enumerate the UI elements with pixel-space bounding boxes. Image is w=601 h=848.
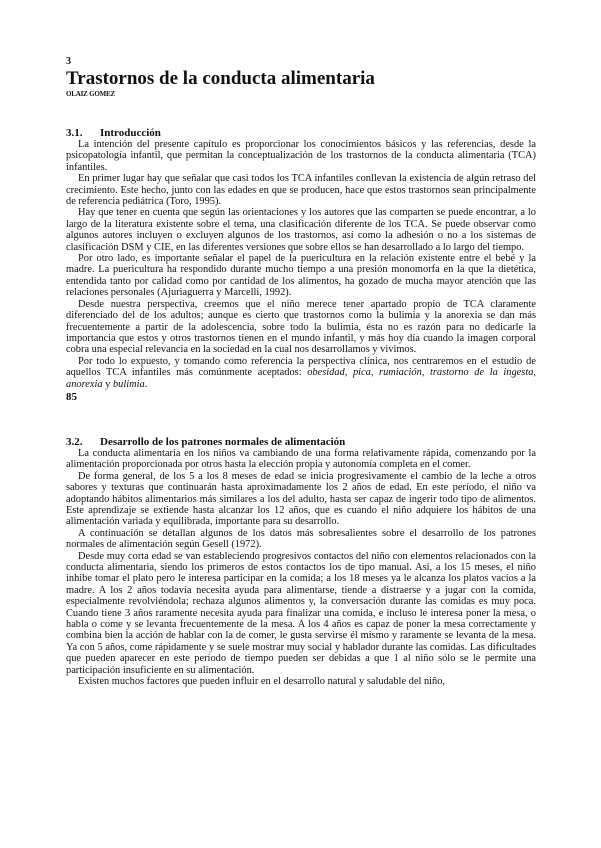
paragraph-tca-list (66, 356, 536, 390)
section-number: 3.1. (66, 127, 83, 139)
section-title: Desarrollo de los patrones normales de alimentación (100, 435, 346, 448)
paragraph: Desde muy corta edad se van estableciendo progresivos contactos del niño con elementos relacionados con la conducta alimentaria, siendo los primeros de estos contactos los de tipo manual. Así, a los 15 meses, el niño inhibe tomar el plato pero le interesa participar en la comida; a los 18 meses ya le alcanza los platos vacíos a la madre. A los 2 años todavía necesita ayuda para alimentarse, tiende a distraerse y a jugar con la comida, especialmente revolviéndola; rechaza algunos alimentos y, la conversación durante las comidas es muy poca. Cuando tiene 3 años raramente necesita ayuda para finalizar una comida, e incluso le interesa poner la mesa, o habla o come y se levanta frecuentemente de la mesa. A los 4 años es capaz de poner la mesa correctamente y combina bien la acción de hablar con la de comer, le gusta servirse él mismo y raramente se levanta de la mesa. Ya con 5 años, come rápidamente y se suele mostrar muy social y hablador durante las comidas. Las dificultades que pueden aparecer en este período de tiempo pueden ser debidas a que 1 al niño sólo se le permite una participación insuficiente en su alimentación. (66, 550, 536, 676)
paragraph: Desde nuestra perspectiva, creemos que el niño merece tener apartado propio de TCA claramente diferenciado del de los adultos; aunque es cierto que trastornos como la bulimia y la anorexia se dan más frecuentemente a partir de la adolescencia, sobre todo la bulimia, ésta no es razón para no dedicarle la importancia que estos y otros trastornos tienen en el mundo infantil, y más hoy día cuando la imagen corporal cobra una especial relevancia en la sociedad en la cual nos desarrollamos y vivimos. (66, 298, 536, 356)
section-number: 3.2. (66, 435, 83, 448)
section-title: Introducción (100, 127, 161, 139)
chapter-author: OLAIZ GOMEZ (66, 90, 115, 98)
section-heading-introduccion (66, 127, 536, 139)
chapter-title: Trastornos de la conducta alimentaria (66, 68, 375, 89)
connector-text: y (102, 378, 113, 390)
paragraph: De forma general, de los 5 a los 8 meses de edad se inicia progresivamente el cambio de la leche a otros sabores y texturas que continuarán hasta aproximadamente los 2 años de edad. En este período, el niño va adoptando hábitos alimentarios más similares a los del adulto, hasta ser capaz de ingerir todo tipo de alimentos. Este aprendizaje se extiende hasta alcanzar los 12 años, que es cuando el niño adquiere los hábitos de una alimentación variada y equilibrada, importante para su desarrollo. (66, 470, 536, 528)
section-heading-desarrollo (66, 436, 536, 448)
paragraph: A continuación se detallan algunos de los datos más sobresalientes sobre el desarrollo de los patrones normales de alimentación según Gesell (1972). (66, 527, 536, 551)
paragraph: En primer lugar hay que señalar que casi todos los TCA infantiles conllevan la existencia de algún retraso del crecimiento. Este hecho, junto con las edades en que se producen, hace que estos trastornos sean principalmente de referencia pediátrica (Toro, 1995). (66, 173, 536, 208)
document-page (66, 56, 536, 687)
tca-term-bulimia: bulimia (112, 378, 145, 390)
paragraph-end-text: . (144, 378, 148, 390)
paragraph-lead-text: Por todo lo expuesto, y tomando como referencia la perspectiva clínica, nos centraremos en el estudio de aquellos TCA infantiles más comúnmente aceptados: (66, 355, 536, 379)
paragraph: La intención del presente capítulo es proporcionar los conocimientos básicos y las referencias, desde la psicopatología infantil, que permitan la conceptualización de los trastornos de la conducta alimentaria (TCA) infantiles. (66, 139, 536, 173)
chapter-number: 3 (66, 56, 71, 67)
paragraph: Por otro lado, es importante señalar el papel de la puericultura en la relación existente entre el bebé y la madre. La puericultura ha respondido durante mucho tiempo a una presión monomorfa en la que la dietética, entendida tanto por calidad como por cantidad de los alimentos, ha gozado de mucha mayor atención que las relaciones personales (Ajuriaguerra y Marcelli, 1992). (66, 253, 536, 299)
paragraph: La conducta alimentaria en los niños va cambiando de una forma relativamente rápida, comenzando por la alimentación proporcionada por otros hasta la elección propia y autonomía completa en el comer. (66, 447, 536, 471)
paragraph: Existen muchos factores que pueden influir en el desarrollo natural y saludable del niño, (78, 676, 446, 688)
paragraph: Hay que tener en cuenta que según las orientaciones y los autores que las comparten se puede encontrar, a lo largo de la literatura existente sobre el tema, una clasificación diferente de los TCA. Se puede observar como algunos autores incluyen o excluyen algunos de los trastornos, así como la adhesión o no a los sistemas de clasificación DSM y CIE, en las diferentes versiones que sobre ellos se han desarrollado a lo largo del tiempo. (66, 207, 536, 253)
tca-terms-italic: obesidad, pica, rumiación, trastorno de la ingesta, anorexia (66, 367, 536, 390)
page-number: 85 (66, 390, 77, 403)
